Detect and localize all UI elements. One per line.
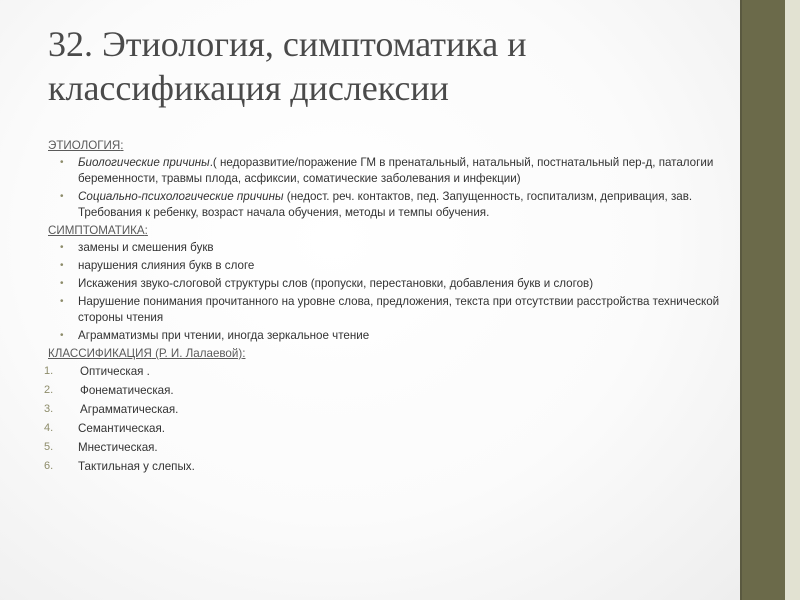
slide-content [44, 138, 738, 476]
bullet-icon: • [60, 296, 64, 307]
bullet-icon: • [60, 191, 64, 202]
bullet-icon: • [60, 157, 64, 168]
bullet-icon: • [60, 242, 64, 253]
slide-title: 32. Этиология, симптоматика и классификация дислексии [48, 24, 527, 108]
list-item [48, 294, 738, 326]
list-number: 3. [44, 403, 54, 415]
list-number: 1. [44, 365, 54, 377]
classification-heading-note: (Р. И. Лалаевой) [151, 347, 243, 360]
bullet-icon: • [60, 260, 64, 271]
classification-heading-colon: : [242, 347, 246, 360]
list-item [48, 155, 738, 187]
etiology-heading-text: ЭТИОЛОГИЯ [48, 139, 121, 152]
list-item [48, 328, 738, 344]
list-item-lead: Биологические причины [78, 156, 210, 169]
etiology-list [48, 155, 738, 221]
sidebar-dark-band [740, 0, 785, 600]
list-number: 4. [44, 422, 54, 434]
list-item-text: Семантическая. [78, 422, 165, 435]
etiology-heading-colon: : [120, 139, 124, 152]
list-item-text: нарушения слияния букв в слоге [78, 259, 255, 272]
list-item-text: Мнестическая. [78, 441, 158, 454]
list-item-text: Аграмматизмы при чтении, иногда зеркальное чтение [78, 329, 370, 342]
list-item [44, 362, 738, 381]
symptoms-heading-text: СИМПТОМАТИКА [48, 224, 145, 237]
list-item [44, 400, 738, 419]
list-number: 6. [44, 460, 54, 472]
list-item-lead: Социально-психологические причины [78, 190, 284, 203]
list-item [44, 381, 738, 400]
symptoms-list [48, 240, 738, 344]
list-item [48, 189, 738, 221]
symptoms-heading-colon: : [144, 224, 148, 237]
bullet-icon: • [60, 278, 64, 289]
sidebar-light-band [785, 0, 800, 600]
list-item [48, 258, 738, 274]
list-item [48, 240, 738, 256]
list-item-text: Нарушение понимания прочитанного на уровне слова, предложения, текста при отсутствии расстройства технической стороны чтения [78, 295, 720, 324]
list-item [44, 419, 738, 438]
list-item-text: .( недоразвитие/поражение ГМ в пренатальный, натальный, постнатальный пер-д, паталогии беременности, травмы плода, асфиксии, соматические заболевания и инфекции) [78, 156, 714, 185]
symptoms-heading [48, 223, 738, 239]
list-number: 5. [44, 441, 54, 453]
list-item-text: Тактильная у слепых. [78, 460, 195, 473]
sidebar-edge-line [740, 0, 742, 600]
list-number: 2. [44, 384, 54, 396]
list-item-text: Оптическая . [80, 365, 150, 378]
list-item-text: замены и смешения букв [78, 241, 214, 254]
list-item [44, 457, 738, 476]
list-item-text: (недост. реч. контактов, пед. Запущенность, госпитализм, депривация, зав. Требования к ребенку, возраст начала обучения, методы и темпы обучения. [78, 190, 693, 219]
list-item-text: Искажения звуко-слоговой структуры слов (пропуски, перестановки, добавления букв и слогов) [78, 277, 594, 290]
list-item-text: Аграмматическая. [80, 403, 179, 416]
classification-heading-text: КЛАССИФИКАЦИЯ [48, 347, 152, 360]
list-item [44, 438, 738, 457]
bullet-icon: • [60, 330, 64, 341]
etiology-heading [48, 138, 738, 154]
list-item [48, 276, 738, 292]
classification-heading [48, 346, 738, 362]
classification-list [44, 362, 738, 476]
list-item-text: Фонематическая. [80, 384, 174, 397]
